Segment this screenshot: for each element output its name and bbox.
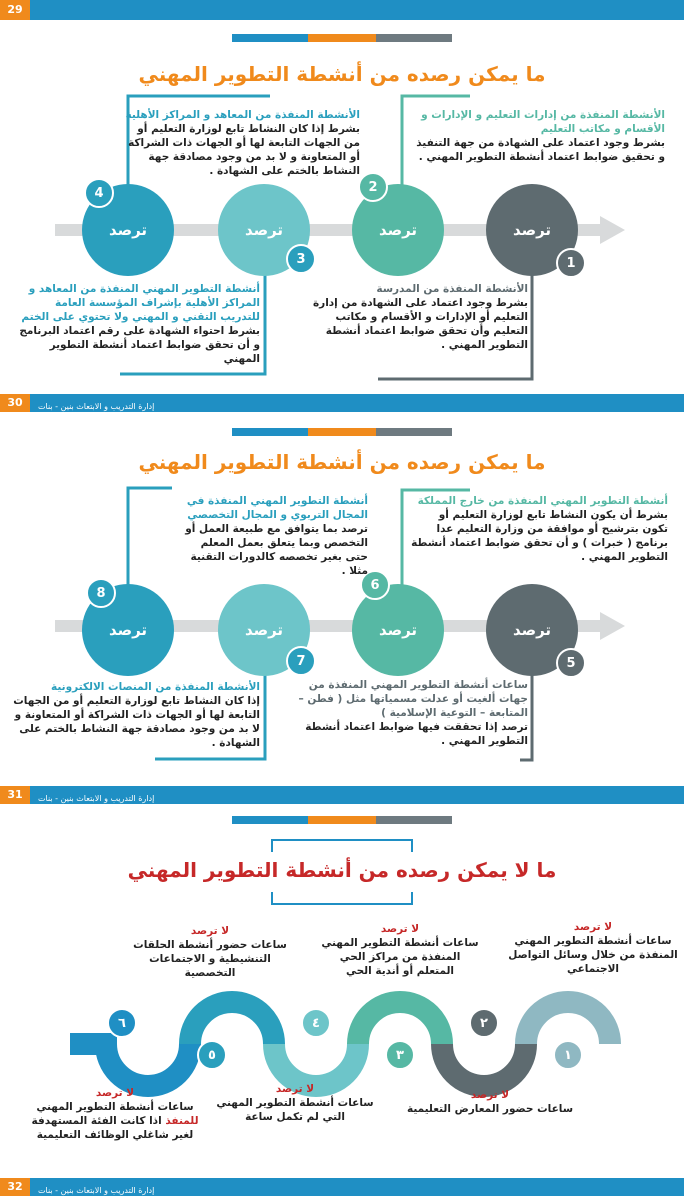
item-8-text: أنشطة التطوير المهني المنفذة في المجال التربوي و المجال التخصصي ترصد بما يتوافق مع طبيعة العمل أو التخصص وبما يتعلق بعمل المعلم حتى بغير تخصصه كالدورات التقنية مثلا . xyxy=(185,495,368,577)
circle-7: ترصد xyxy=(218,584,310,676)
circle-4: ترصد xyxy=(82,184,174,276)
badge-1: ١ xyxy=(553,1040,583,1070)
circle-8: ترصد xyxy=(82,584,174,676)
page-number: 30 xyxy=(0,394,30,412)
item-2-text: لا ترصد ساعات حضور المعارض التعليمية xyxy=(406,1089,574,1115)
item-1-text: الأنشطة المنفذة من المدرسة بشرط وجود اعتماد على الشهادة من إدارة التعليم أو الإدارات و الأقسام و مكاتب التعليم وأن تحقق ضوابط اعتماد أنشطة التطوير المهني . xyxy=(312,283,528,351)
item-4-text: لا ترصد ساعات أنشطة التطوير المهني التي لم تكمل ساعة xyxy=(216,1083,374,1123)
item-5-text: ساعات أنشطة التطوير المهني المنفذة من جهات ألغيت أو عدلت مسمياتها مثل ( فطن – المتابعة – التوعية الإسلامية ) ترصد إذا تحققت فيها ضوابط اعتماد أنشطة التطوير المهني . xyxy=(298,679,528,747)
badge-8: 8 xyxy=(86,578,116,608)
page-32-footer-bar xyxy=(0,1178,684,1196)
item-7-text: الأنشطة المنفذة من المنصات الالكترونية إذا كان النشاط تابع لوزارة التعليم أو من الجهات التابعة لها أو الجهات ذات الشراكة أو المتعاونة و لا بد من وجود مصادقة جهة النشاط بالختم على الشهادة . xyxy=(13,681,260,749)
footer-text: إدارة التدريب و الابتعاث بنين - بنات xyxy=(38,1186,155,1195)
item-6-text: لا ترصد ساعات أنشطة التطوير المهني للمنفذ اذا كانت الفئة المستهدفة لغير شاغلي الوظائف التعليمية xyxy=(31,1087,199,1141)
page-number: 29 xyxy=(0,0,30,20)
circle-5: ترصد xyxy=(486,584,578,676)
circle-6: ترصد xyxy=(352,584,444,676)
item-5-text: لا ترصد ساعات حضور أنشطة الحلقات التنشيطية و الاجتماعات التخصصية xyxy=(133,925,287,979)
slide-title: ما يمكن رصده من أنشطة التطوير المهني xyxy=(138,450,546,474)
item-6-text: أنشطة التطوير المهني المنفذة من خارج المملكة بشرط أن يكون النشاط تابع لوزارة التعليم أو تكون بترشيح أو موافقة من وزارة التعليم عدا برنامج ( خبرات ) و أن تحقق ضوابط اعتماد أنشطة التطوير المهني . xyxy=(411,495,668,563)
badge-5: ٥ xyxy=(197,1040,227,1070)
badge-2: ٢ xyxy=(469,1008,499,1038)
page-31-footer-bar xyxy=(0,786,684,804)
slide-32 xyxy=(0,812,684,1178)
badge-7: 7 xyxy=(286,646,316,676)
item-2-text: الأنشطة المنفذة من إدارات التعليم و الإدارات و الأقسام و مكاتب التعليم بشرط وجود اعتماد على الشهادة من جهة التنفيذ و تحقيق ضوابط اعتماد أنشطة التطوير المهني . xyxy=(416,109,665,163)
slide-30 xyxy=(0,34,684,412)
item-3-text: أنشطة التطوير المهني المنفذة من المعاهد و المراكز الأهلية بإشراف المؤسسة العامة للتدريب التقني و المهني ولا تحتوي على الختم بشرط احتواء الشهادة على رقم اعتماد البرنامج و أن تحقق ضوابط اعتماد أنشطة التطوير المهني xyxy=(19,283,260,365)
slide-title: ما لا يمكن رصده من أنشطة التطوير المهني xyxy=(127,858,557,882)
circle-3: ترصد xyxy=(218,184,310,276)
badge-5: 5 xyxy=(556,648,586,678)
badge-3: ٣ xyxy=(385,1040,415,1070)
badge-4: 4 xyxy=(84,178,114,208)
page-number: 31 xyxy=(0,786,30,804)
badge-6: ٦ xyxy=(107,1008,137,1038)
item-3-text: لا ترصد ساعات أنشطة التطوير المهني المنفذة من مراكز الحي المتعلم أو أندية الحي xyxy=(321,923,479,977)
page-29-footer-bar xyxy=(0,0,684,20)
item-1-text: لا ترصد ساعات أنشطة التطوير المهني المنفذة من خلال وسائل التواصل الاجتماعي xyxy=(508,921,678,975)
item-4-text: الأنشطة المنفذة من المعاهد و المراكز الأهلية بشرط إذا كان النشاط تابع لوزارة التعليم أو من الجهات التابعة لها أو الجهات ذات الشراكة أو المتعاونة و لا بد من وجود مصادقة جهة النشاط بالختم على الشهادة . xyxy=(125,109,360,177)
slide-31 xyxy=(0,424,684,784)
page-30-footer-bar xyxy=(0,394,684,412)
footer-text: إدارة التدريب و الابتعاث بنين - بنات xyxy=(38,402,155,411)
footer-text: إدارة التدريب و الابتعاث بنين - بنات xyxy=(38,794,155,803)
badge-2: 2 xyxy=(358,172,388,202)
slide-title: ما يمكن رصده من أنشطة التطوير المهني xyxy=(138,62,546,86)
page-number: 32 xyxy=(0,1178,30,1196)
circle-1: ترصد xyxy=(486,184,578,276)
badge-1: 1 xyxy=(556,248,586,278)
badge-4: ٤ xyxy=(301,1008,331,1038)
circle-2: ترصد xyxy=(352,184,444,276)
badge-6: 6 xyxy=(360,570,390,600)
badge-3: 3 xyxy=(286,244,316,274)
